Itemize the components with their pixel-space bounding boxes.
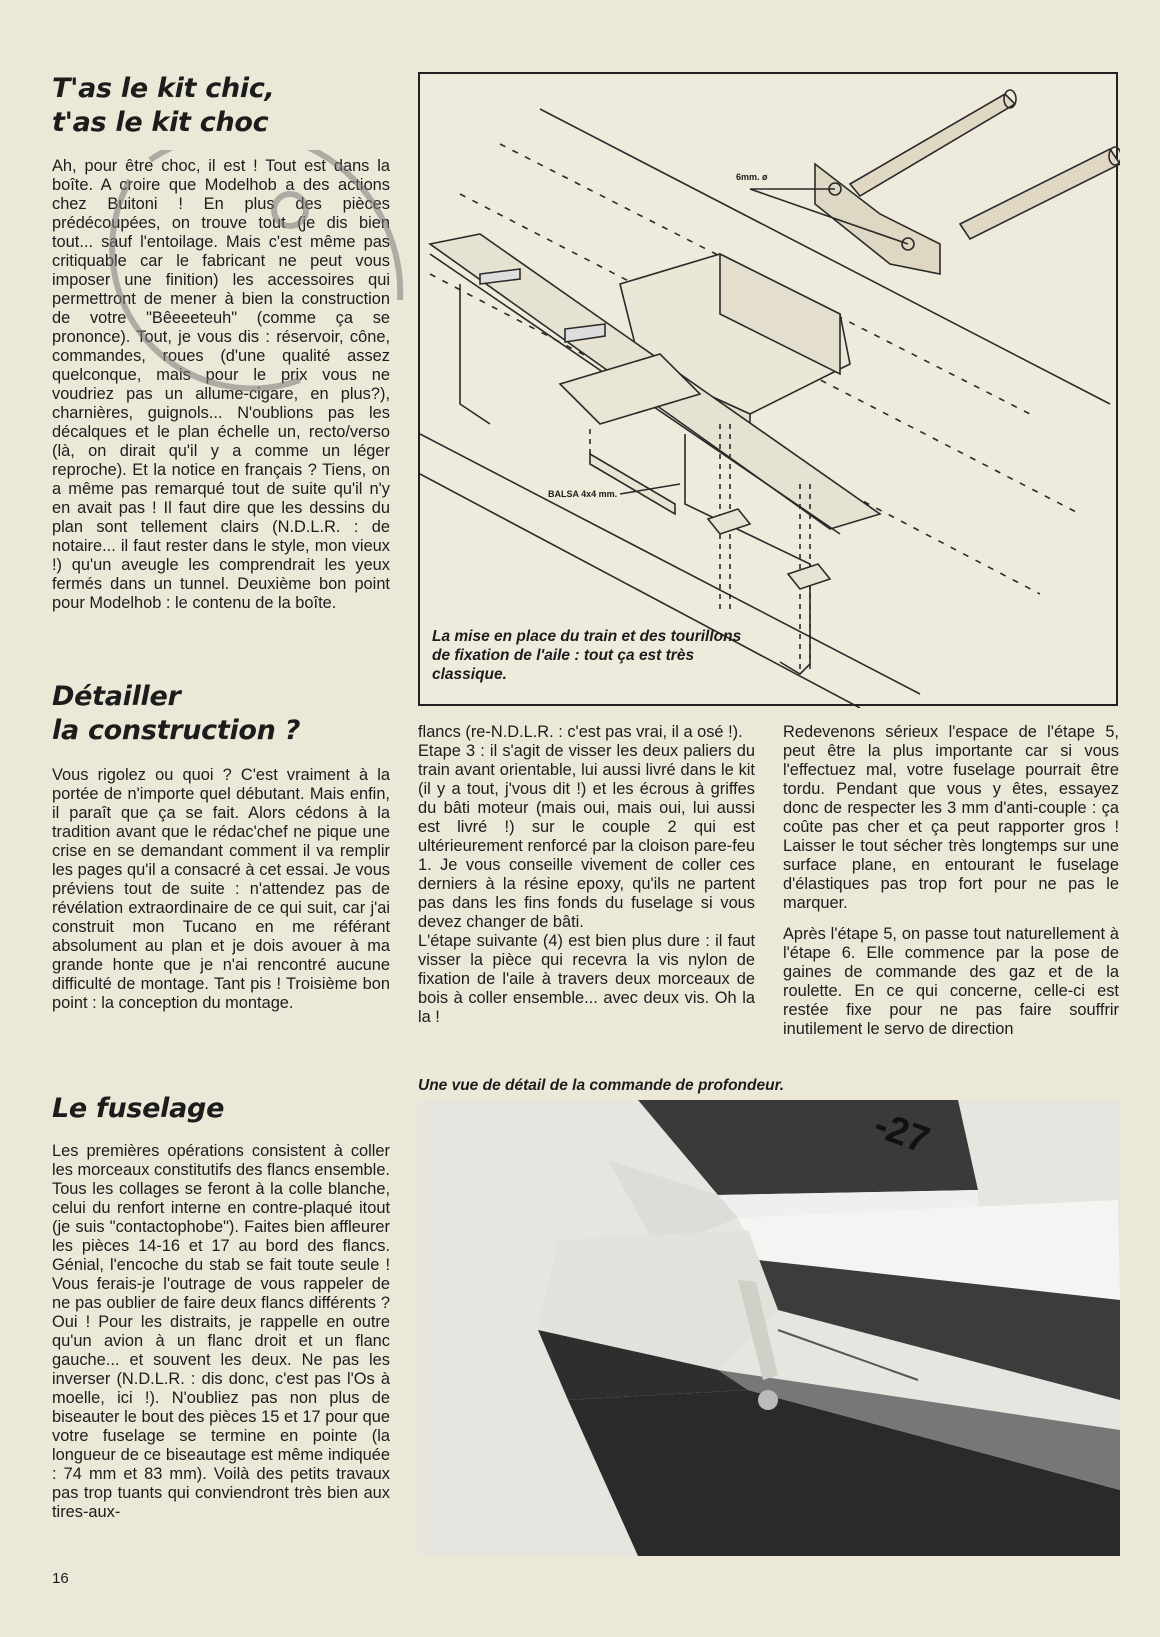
tail-detail-photo [418,1100,1120,1556]
column-2 [418,723,755,1039]
construction-drawing-figure [418,72,1118,706]
heading-line: la construction ? [52,715,301,746]
paragraph: Redevenons sérieux l'espace de l'étape 5, peut être la plus importante car si vous l'effectuez mal, votre fuselage pourrait être tordu. Pendant que vous y êtes, essayez donc de respecter les 3 mm d'anti-couple : ça coûte pas cher et ça peut rapporter gros ! Laisser le tout sécher très longtemps sur une surface plane, en entourant le fuselage d'élastiques pas trop fort pour ne pas le marquer. [783,723,1119,912]
paragraph: flancs (re-N.D.L.R. : c'est pas vrai, il a osé !). Etape 3 : il s'agit de visser les deux paliers du train avant orientable, lui aussi livré dans le kit (il y a tout, j'vous dit !) et les écrous à griffes du bâti moteur (mais oui, mais oui, lui aussi est livré !) sur le couple 2 qui est ultérieurement renforcé par la cloison pare-feu 1. Je vous conseille vivement de coller ces derniers à la résine epoxy, qu'ils ne partent pas dans les fins fonds du fuselage si vous devez changer de bâti. L'étape suivante (4) est bien plus dure : il faut visser la pièce qui recevra la vis nylon de fixation de l'aile à travers deux morceaux de bois à coller ensemble... avec deux vis. Oh la la ! [418,723,755,1026]
column-1-bottom [52,1142,390,1534]
section-heading-construction [52,680,382,748]
column-3 [783,723,1119,1051]
landing-gear-drawing [420,74,1120,708]
tail-photo-drawing [418,1100,1120,1556]
heading-line: t'as le kit choc [52,107,269,138]
balsa-label: BALSA 4x4 mm. [548,489,618,499]
section-heading-fuselage [52,1092,382,1126]
diameter-label: 6mm. ø [736,172,768,182]
heading-line: Détailler [52,681,181,712]
column-1-top [52,157,390,625]
column-1-middle [52,766,390,1025]
photo-caption: Une vue de détail de la commande de profondeur. [418,1077,785,1094]
tail-marking: -27 [868,1103,935,1163]
heading-line: T'as le kit chic, [52,73,275,104]
paragraph: Après l'étape 5, on passe tout naturellement à l'étape 6. Elle commence par la pose de gaines de commande des gaz et de la roulette. En ce qui concerne, celle-ci est restée fixe pour ne pas faire souffrir inutilement le servo de direction [783,925,1119,1038]
figure-caption: La mise en place du train et des tourillons de fixation de l'aile : tout ça est très classique. [432,628,742,683]
paragraph: Vous rigolez ou quoi ? C'est vraiment à la portée de n'importe quel débutant. Mais enfin, il paraît que ça se fait. Alors cédons à la tradition avant que le rédac'chef ne pique une crise en se demandant comment il va remplir les pages qu'il a consacré à cet essai. Je vous préviens tout de suite : n'attendez pas de révélation extraordinaire de ce qui suit, car j'ai construit mon Tucano en me référant absolument au plan et je dois avouer à ma grande honte que je n'ai rencontré aucune difficulté de montage. Tant pis ! Troisième bon point : la conception du montage. [52,766,390,1012]
page-number: 16 [52,1570,69,1587]
paragraph: Les premières opérations consistent à coller les morceaux constitutifs des flancs ensemble. Tous les collages se feront à la colle blanche, celui du renfort interne en contre-plaqué itout (je suis "contactophobe"). Faites bien affleurer les pièces 14-16 et 17 au bord des flancs. Génial, l'encoche du stab se fait toute seule ! Vous ferais-je l'outrage de vous rappeler de ne pas oublier de faire deux flancs différents ? Oui ! Pour les distraits, je rappelle en outre qu'un avion à un flanc droit et un flanc gauche... et souvent les deux. Ne pas les inverser (N.D.L.R. : dis donc, c'est pas l'Os à moelle, ici !). N'oubliez pas non plus de biseauter le bout des pièces 15 et 17 pour que votre fuselage se termine en pointe (la longueur de ce biseautage est même indiquée : 74 mm et 83 mm). Voilà des petits travaux pas trop tuants qui conviendront très bien aux tires-aux- [52,1142,390,1521]
heading-line: Le fuselage [52,1093,225,1124]
section-heading-kit [52,72,382,140]
paragraph: Ah, pour être choc, il est ! Tout est dans la boîte. A croire que Modelhob a des actions chez Buitoni ! En plus des pièces prédécoupées, on trouve tout (je dis bien tout... sauf l'entoilage. Mais c'est même pas critiquable car le fabricant ne peut vous imposer une finition) les accessoires qui permettront de mener à bien la construction de votre "Bêeeeteuh" (comme ça se prononce). Tout, je vous dis : réservoir, cône, commandes, roues (d'une qualité assez quelconque, mais pour le prix vous ne voudriez pas un allume-cigare, en plus?), charnières, guignols... N'oublions pas les décalques et le plan échelle un, recto/verso (là, on dirait qu'il y a comme un léger reproche). Et la notice en français ? Tiens, on a même pas remarqué tout de suite qu'il n'y en avait pas ! Il faut dire que les dessins du plan sont tellement clairs (N.D.L.R. : de notaire... il faut rester dans le style, mon vieux !) qu'un aveugle les comprendrait les yeux fermés dans un tunnel. Deuxième bon point pour Modelhob : le contenu de la boîte. [52,157,390,612]
